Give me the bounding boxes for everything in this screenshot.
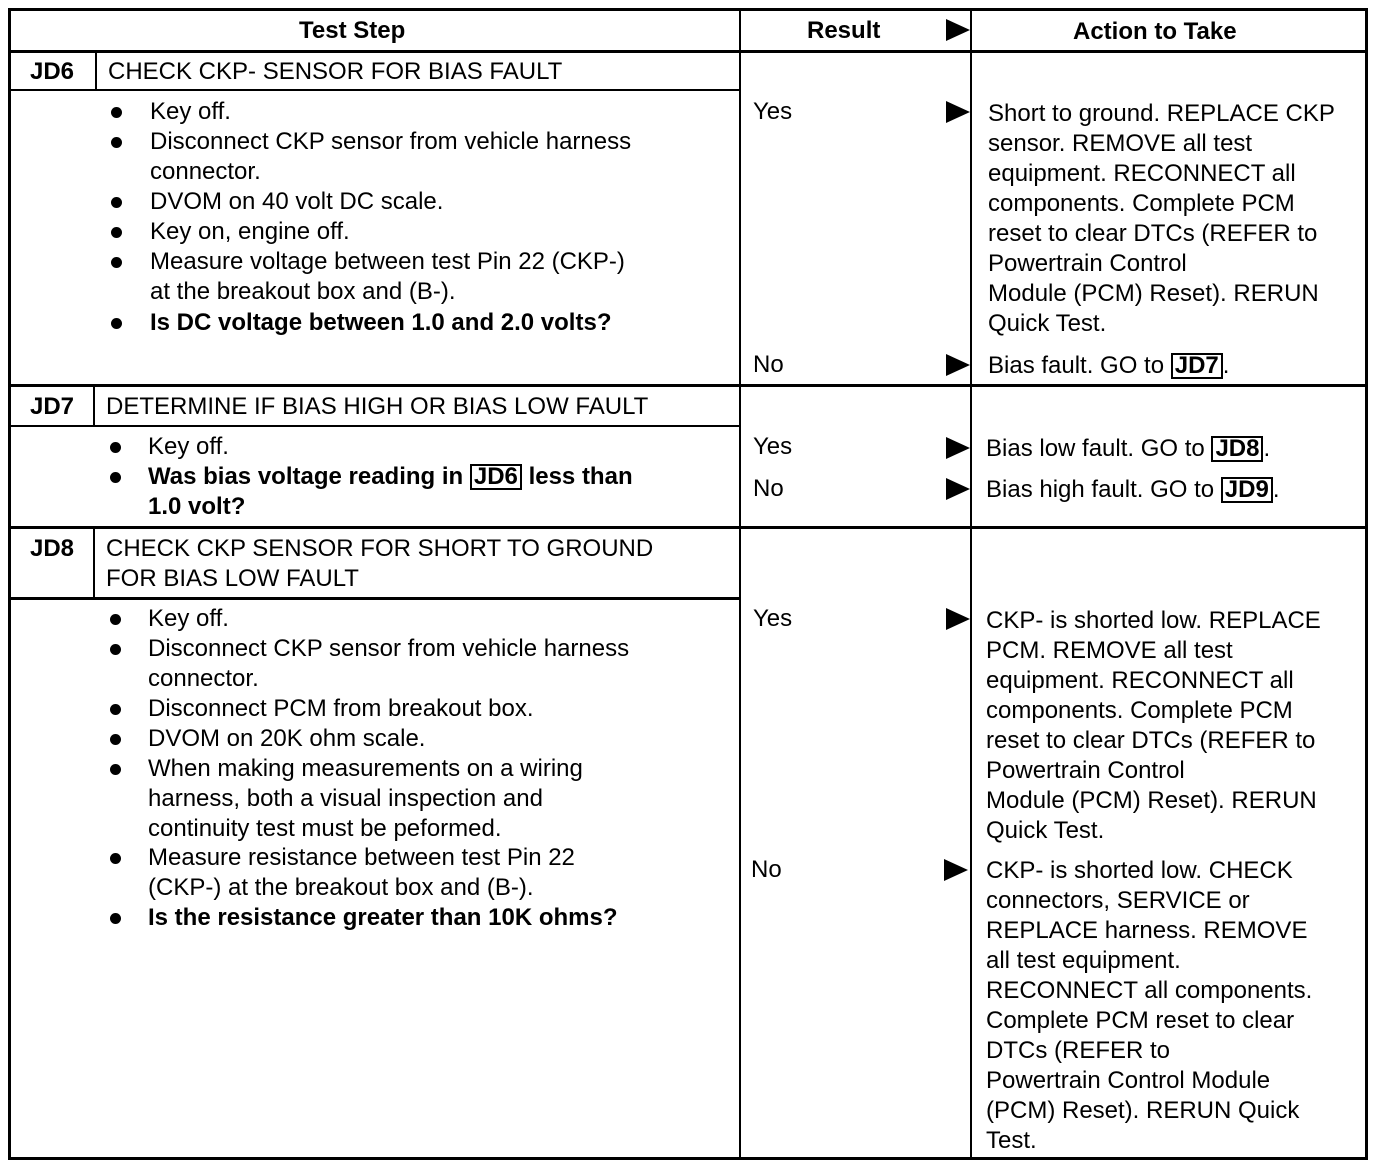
jd8-yes-action-1: CKP- is shorted low. REPLACE [986,607,1321,634]
jd8-no-action-6: Complete PCM reset to clear [986,1007,1295,1034]
table-border-left [8,8,11,1160]
jd6-bullet-3: DVOM on 40 volt DC scale. [150,188,444,215]
jd6-yes-action-7: Module (PCM) Reset). RERUN [988,280,1319,307]
step-title-jd8-line1: CHECK CKP SENSOR FOR SHORT TO GROUND [106,535,654,562]
table-border-right [1365,8,1368,1160]
jd8-bullet-5: When making measurements on a wiring [148,755,583,782]
jd8-no-action-10: Test. [986,1127,1037,1154]
bullet-icon [111,227,122,238]
step-title-jd8-line2: FOR BIAS LOW FAULT [106,565,359,592]
goto-jd7-link[interactable]: JD7 [1171,353,1223,379]
jd6-no-action-text: Bias fault. GO to [988,352,1165,379]
bullet-icon [111,137,122,148]
jd6-yes-action-8: Quick Test. [988,310,1107,337]
bullet-icon [110,853,121,864]
jd8-no-action-8: Powertrain Control Module [986,1067,1271,1094]
jd8-bullet-5-cont2: continuity test must be peformed. [148,815,502,842]
table-border-bottom [8,1157,1368,1160]
jd6-bullet-4: Key on, engine off. [150,218,350,245]
jd7-bullet-question [148,462,633,492]
arrow-icon [944,859,968,881]
step-id-jd8: JD8 [30,535,75,562]
jd8-result-no: No [751,856,782,883]
table-border-top [8,8,1368,11]
jd7-result-no: No [753,475,784,502]
jd8-result-yes: Yes [753,605,793,632]
jd8-yes-action-3: equipment. RECONNECT all [986,667,1294,694]
jd7-no-action-text: Bias high fault. GO to [986,476,1215,503]
jd8-no-action-9: (PCM) Reset). RERUN Quick [986,1097,1300,1124]
jd8-bullet-3: Disconnect PCM from breakout box. [148,695,534,722]
row-divider-jd7 [8,384,1368,387]
jd8-bullet-6: Measure resistance between test Pin 22 [148,844,575,871]
bullet-icon [111,107,122,118]
bullet-icon [111,318,122,329]
jd6-yes-action-5: reset to clear DTCs (REFER to [988,220,1318,247]
step-title-jd7: DETERMINE IF BIAS HIGH OR BIAS LOW FAULT [106,393,649,420]
bullet-icon [111,197,122,208]
bullet-icon [110,644,121,655]
jd8-bullet-2-cont: connector. [148,665,259,692]
jd8-yes-action-2: PCM. REMOVE all test [986,637,1233,664]
bullet-icon [110,472,121,483]
jd7-yes-action-text: Bias low fault. GO to [986,435,1205,462]
bullet-icon [110,442,121,453]
jd6-no-action [988,351,1229,381]
header-divider [8,50,1368,53]
jd8-no-action-3: REPLACE harness. REMOVE [986,917,1308,944]
jd6-ref-link[interactable]: JD6 [470,464,522,490]
jd8-bullet-5-cont: harness, both a visual inspection and [148,785,543,812]
jd8-yes-action-4: components. Complete PCM [986,697,1293,724]
jd6-bullet-5-cont: at the breakout box and (B-). [150,278,456,305]
jd8-id-separator [93,528,95,598]
jd8-bullet-6-cont: (CKP-) at the breakout box and (B-). [148,874,534,901]
jd6-yes-action-4: components. Complete PCM [988,190,1295,217]
jd6-bullet-1: Key off. [150,98,231,125]
bullet-icon [110,704,121,715]
jd6-yes-action-3: equipment. RECONNECT all [988,160,1296,187]
jd7-id-separator [93,386,95,426]
step-id-jd6: JD6 [30,58,75,85]
jd8-bullet-1: Key off. [148,605,229,632]
period: . [1222,352,1230,379]
jd8-yes-action-5: reset to clear DTCs (REFER to [986,727,1316,754]
jd7-result-yes: Yes [753,433,793,460]
jd8-no-action-4: all test equipment. [986,947,1181,974]
jd7-question-text-2: less than [528,463,633,490]
period: . [1263,435,1271,462]
jd6-bullet-2: Disconnect CKP sensor from vehicle harness [150,128,632,155]
jd8-yes-action-7: Module (PCM) Reset). RERUN [986,787,1317,814]
jd8-bullet-2: Disconnect CKP sensor from vehicle harness [148,635,630,662]
jd6-bullet-2-cont: connector. [150,158,261,185]
arrow-icon [946,608,970,630]
column-divider-result [739,8,741,1160]
jd8-no-action-5: RECONNECT all components. [986,977,1313,1004]
header-result: Result [807,17,881,44]
arrow-icon [946,354,970,376]
jd7-bullet-1: Key off. [148,433,229,460]
jd6-result-yes: Yes [753,98,793,125]
header-test-step: Test Step [299,17,406,44]
bullet-icon [111,257,122,268]
jd7-no-action [986,475,1280,505]
jd6-bullet-question: Is DC voltage between 1.0 and 2.0 volts? [150,309,612,336]
arrow-icon [946,101,970,123]
jd8-bullet-4: DVOM on 20K ohm scale. [148,725,426,752]
jd6-yes-action-6: Powertrain Control [988,250,1187,277]
jd7-bullet-question-cont: 1.0 volt? [148,493,246,520]
jd6-result-no: No [753,351,784,378]
jd8-bullet-question: Is the resistance greater than 10K ohms? [148,904,618,931]
jd7-question-text: Was bias voltage reading in [148,463,464,490]
jd8-yes-action-6: Powertrain Control [986,757,1185,784]
jd7-title-underline [8,425,739,427]
bullet-icon [110,913,121,924]
step-title-jd6: CHECK CKP- SENSOR FOR BIAS FAULT [108,58,563,85]
jd8-yes-action-8: Quick Test. [986,817,1105,844]
arrow-icon [946,437,970,459]
jd7-yes-action [986,434,1270,464]
jd6-yes-action-1: Short to ground. REPLACE CKP [988,100,1335,127]
step-id-jd7: JD7 [30,393,75,420]
header-action: Action to Take [1073,18,1237,45]
goto-jd8-link[interactable]: JD8 [1211,436,1263,462]
jd6-bullet-5: Measure voltage between test Pin 22 (CKP-) [150,248,625,275]
goto-jd9-link[interactable]: JD9 [1221,477,1273,503]
period: . [1272,476,1280,503]
jd8-title-underline [8,597,739,600]
jd8-no-action-1: CKP- is shorted low. CHECK [986,857,1293,884]
header-arrow-icon [946,19,970,41]
jd6-title-underline [8,89,739,91]
jd6-id-separator [95,50,97,90]
bullet-icon [110,614,121,625]
column-divider-action [970,8,972,1160]
bullet-icon [110,764,121,775]
row-divider-jd8 [8,526,1368,529]
jd6-yes-action-2: sensor. REMOVE all test [988,130,1253,157]
bullet-icon [110,734,121,745]
jd8-no-action-2: connectors, SERVICE or [986,887,1250,914]
jd8-no-action-7: DTCs (REFER to [986,1037,1171,1064]
arrow-icon [946,478,970,500]
